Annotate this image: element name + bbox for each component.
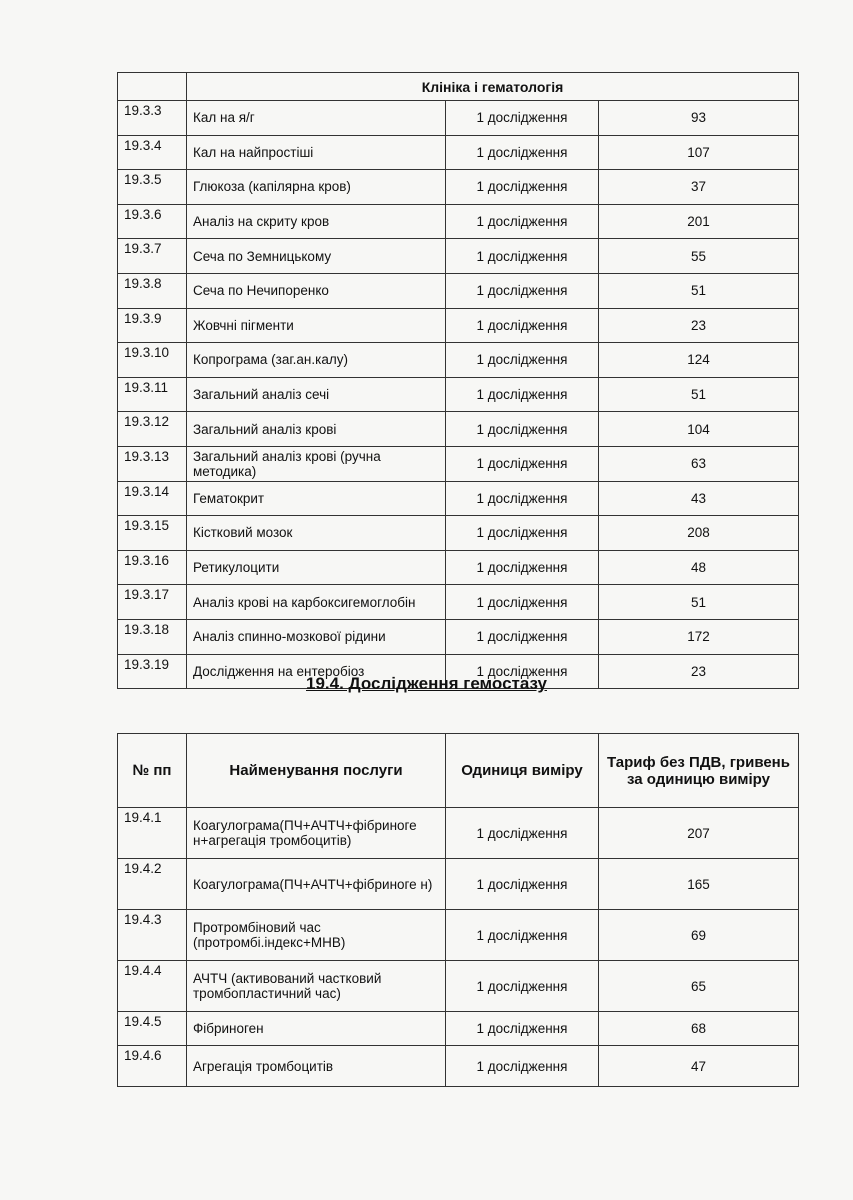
- table-row: [118, 377, 799, 412]
- unit-of-measure: 1 дослідження: [446, 308, 599, 343]
- service-name: Жовчні пігменти: [187, 308, 446, 343]
- table-row: [118, 239, 799, 274]
- price-value: 93: [599, 101, 799, 136]
- table-row: [118, 170, 799, 205]
- table-row: [118, 910, 799, 961]
- unit-of-measure: 1 дослідження: [446, 273, 599, 308]
- price-value: 23: [599, 308, 799, 343]
- row-number: 19.3.11: [118, 377, 187, 412]
- row-number: 19.3.16: [118, 550, 187, 585]
- unit-of-measure: 1 дослідження: [446, 585, 599, 620]
- table-row: [118, 961, 799, 1012]
- price-value: 37: [599, 170, 799, 205]
- row-number: 19.3.12: [118, 412, 187, 447]
- unit-of-measure: 1 дослідження: [446, 412, 599, 447]
- table-row: [118, 1046, 799, 1087]
- service-name: Сеча по Нечипоренко: [187, 273, 446, 308]
- table-row: [118, 135, 799, 170]
- price-value: 201: [599, 204, 799, 239]
- section-title-row: [118, 73, 799, 101]
- price-value: 207: [599, 808, 799, 859]
- unit-of-measure: 1 дослідження: [446, 516, 599, 551]
- service-name: Кістковий мозок: [187, 516, 446, 551]
- header-price: Тариф без ПДВ, гривень за одиницю виміру: [599, 734, 799, 808]
- table-row: [118, 343, 799, 378]
- service-name: Глюкоза (капілярна кров): [187, 170, 446, 205]
- unit-of-measure: 1 дослідження: [446, 859, 599, 910]
- service-name: АЧТЧ (активований частковий тромбопластичний час): [187, 961, 446, 1012]
- row-number: 19.4.3: [118, 910, 187, 961]
- unit-of-measure: 1 дослідження: [446, 619, 599, 654]
- table-row: [118, 204, 799, 239]
- unit-of-measure: 1 дослідження: [446, 446, 599, 481]
- row-number: 19.4.4: [118, 961, 187, 1012]
- unit-of-measure: 1 дослідження: [446, 170, 599, 205]
- row-number: 19.4.5: [118, 1012, 187, 1046]
- row-number: 19.3.4: [118, 135, 187, 170]
- price-value: 48: [599, 550, 799, 585]
- section-heading: 19.4. Дослідження гемостазу: [306, 674, 547, 693]
- table-row: [118, 1012, 799, 1046]
- unit-of-measure: 1 дослідження: [446, 239, 599, 274]
- unit-of-measure: 1 дослідження: [446, 1012, 599, 1046]
- row-number: 19.3.8: [118, 273, 187, 308]
- unit-of-measure: 1 дослідження: [446, 808, 599, 859]
- unit-of-measure: 1 дослідження: [446, 377, 599, 412]
- header-row: [118, 734, 799, 808]
- hemostasis-table: [117, 733, 799, 1087]
- table-row: [118, 308, 799, 343]
- service-name: Загальний аналіз крові (ручна методика): [187, 446, 446, 481]
- table-row: [118, 619, 799, 654]
- row-number: 19.3.7: [118, 239, 187, 274]
- unit-of-measure: 1 дослідження: [446, 550, 599, 585]
- price-value: 104: [599, 412, 799, 447]
- service-name: Копрограма (заг.ан.калу): [187, 343, 446, 378]
- unit-of-measure: 1 дослідження: [446, 910, 599, 961]
- price-value: 51: [599, 273, 799, 308]
- unit-of-measure: 1 дослідження: [446, 135, 599, 170]
- price-value: 43: [599, 481, 799, 516]
- table-row: [118, 273, 799, 308]
- unit-of-measure: 1 дослідження: [446, 654, 599, 689]
- price-value: 165: [599, 859, 799, 910]
- header-unit: Одиниця виміру: [446, 734, 599, 808]
- row-number: 19.3.17: [118, 585, 187, 620]
- row-number: 19.3.3: [118, 101, 187, 136]
- table-row: [118, 808, 799, 859]
- row-number: 19.3.10: [118, 343, 187, 378]
- row-number: 19.3.9: [118, 308, 187, 343]
- header-name: Найменування послуги: [187, 734, 446, 808]
- price-value: 68: [599, 1012, 799, 1046]
- table-row: [118, 101, 799, 136]
- row-number: 19.3.6: [118, 204, 187, 239]
- row-number: 19.3.19: [118, 654, 187, 689]
- unit-of-measure: 1 дослідження: [446, 481, 599, 516]
- table-row: [118, 550, 799, 585]
- table-row: [118, 412, 799, 447]
- price-value: 63: [599, 446, 799, 481]
- unit-of-measure: 1 дослідження: [446, 961, 599, 1012]
- row-number: 19.3.5: [118, 170, 187, 205]
- service-name: Аналіз крові на карбоксигемоглобін: [187, 585, 446, 620]
- price-value: 51: [599, 585, 799, 620]
- service-name: Коагулограма(ПЧ+АЧТЧ+фібриноге н): [187, 859, 446, 910]
- price-value: 65: [599, 961, 799, 1012]
- price-value: 23: [599, 654, 799, 689]
- price-value: 107: [599, 135, 799, 170]
- empty-cell: [118, 73, 187, 101]
- header-num: № пп: [118, 734, 187, 808]
- table-row: [118, 481, 799, 516]
- unit-of-measure: 1 дослідження: [446, 101, 599, 136]
- table-row: [118, 859, 799, 910]
- service-name: Аналіз на скриту кров: [187, 204, 446, 239]
- row-number: 19.4.1: [118, 808, 187, 859]
- service-name: Фібриноген: [187, 1012, 446, 1046]
- service-name: Агрегація тромбоцитів: [187, 1046, 446, 1087]
- service-name: Дослідження на ентеробіоз: [187, 654, 446, 689]
- price-value: 124: [599, 343, 799, 378]
- price-value: 47: [599, 1046, 799, 1087]
- unit-of-measure: 1 дослідження: [446, 1046, 599, 1087]
- price-value: 69: [599, 910, 799, 961]
- row-number: 19.3.13: [118, 446, 187, 481]
- row-number: 19.3.18: [118, 619, 187, 654]
- price-value: 55: [599, 239, 799, 274]
- service-name: Протромбіновий час (протромбі.індекс+МНВ): [187, 910, 446, 961]
- unit-of-measure: 1 дослідження: [446, 343, 599, 378]
- service-name: Аналіз спинно-мозкової рідини: [187, 619, 446, 654]
- service-name: Загальний аналіз крові: [187, 412, 446, 447]
- table-row: [118, 516, 799, 551]
- row-number: 19.4.2: [118, 859, 187, 910]
- service-name: Кал на я/г: [187, 101, 446, 136]
- table-row: [118, 446, 799, 481]
- row-number: 19.3.14: [118, 481, 187, 516]
- price-value: 172: [599, 619, 799, 654]
- table-row: [118, 585, 799, 620]
- row-number: 19.3.15: [118, 516, 187, 551]
- unit-of-measure: 1 дослідження: [446, 204, 599, 239]
- clinic-hematology-table: [117, 72, 799, 689]
- row-number: 19.4.6: [118, 1046, 187, 1087]
- service-name: Гематокрит: [187, 481, 446, 516]
- service-name: Кал на найпростіші: [187, 135, 446, 170]
- service-name: Ретикулоцити: [187, 550, 446, 585]
- service-name: Коагулограма(ПЧ+АЧТЧ+фібриноге н+агрегація тромбоцитів): [187, 808, 446, 859]
- price-value: 51: [599, 377, 799, 412]
- section-title: Клініка і гематологія: [187, 73, 799, 101]
- service-name: Сеча по Земницькому: [187, 239, 446, 274]
- service-name: Загальний аналіз сечі: [187, 377, 446, 412]
- price-value: 208: [599, 516, 799, 551]
